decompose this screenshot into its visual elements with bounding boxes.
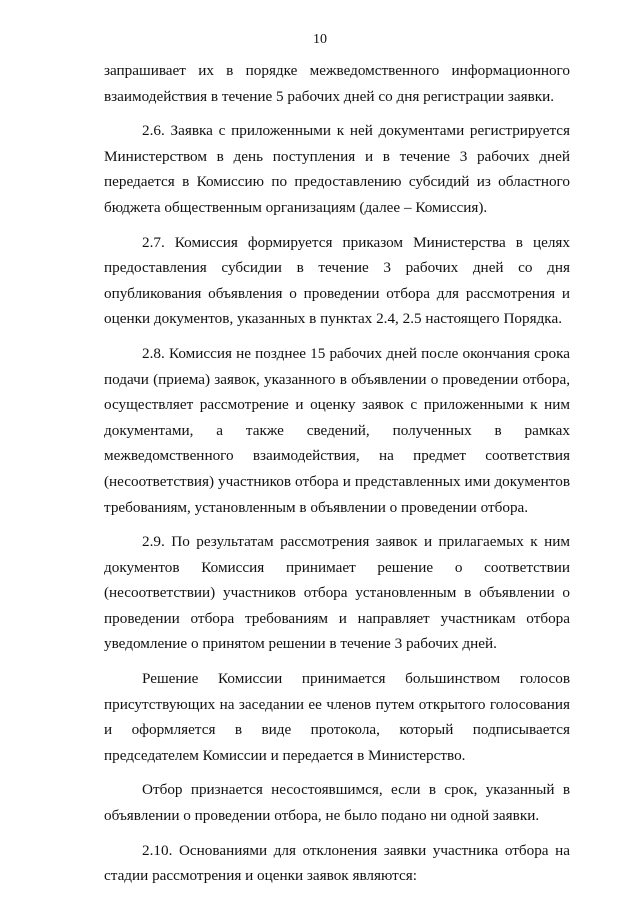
paragraph-2-6: 2.6. Заявка с приложенными к ней документами регистрируется Министерством в день поступления и в течение 3 рабочих дней передается в Комиссию по предоставлению субсидий из областного бюджета общественным организациям (далее – Комиссия).	[104, 122, 570, 216]
paragraph-2-10: 2.10. Основаниями для отклонения заявки участника отбора на стадии рассмотрения и оценки заявок являются:	[104, 841, 570, 885]
paragraph-2-9: 2.9. По результатам рассмотрения заявок и прилагаемых к ним документов Комиссия принимает решение о соответствии (несоответствии) участников отбора установленным в объявлении о проведении отбора требованиям и направляет участникам отбора уведомление о принятом решении в течение 3 рабочих дней.	[104, 533, 570, 653]
page-number: 10	[313, 32, 327, 47]
paragraph-continuation: запрашивает их в порядке межведомственного информационного взаимодействия в течение 5 рабочих дней со дня регистрации заявки.	[104, 62, 570, 105]
paragraph-selection-failed: Отбор признается несостоявшимся, если в срок, указанный в объявлении о проведении отбора, не было подано ни одной заявки.	[104, 781, 570, 825]
paragraph-2-8: 2.8. Комиссия не позднее 15 рабочих дней после окончания срока подачи (приема) заявок, указанного в объявлении о проведении отбора, осуществляет рассмотрение и оценку заявок с приложенными к ним документами, а также сведений, полученных в рамках межведомственного взаимодействия, на предмет соответствия (несоответствия) участников отбора и представленных ими документов требованиям, установленным в объявлении о проведении отбора.	[104, 344, 570, 516]
paragraph-decision: Решение Комиссии принимается большинством голосов присутствующих на заседании ее членов путем открытого голосования и оформляется в виде протокола, который подписывается председателем Комиссии и передается в Министерство.	[104, 670, 570, 764]
paragraph-2-7: 2.7. Комиссия формируется приказом Министерства в целях предоставления субсидии в течение 3 рабочих дней со дня опубликования объявления о проведении отбора для рассмотрения и оценки документов, указанных в пунктах 2.4, 2.5 настоящего Порядка.	[104, 233, 570, 328]
document-body	[104, 58, 570, 898]
